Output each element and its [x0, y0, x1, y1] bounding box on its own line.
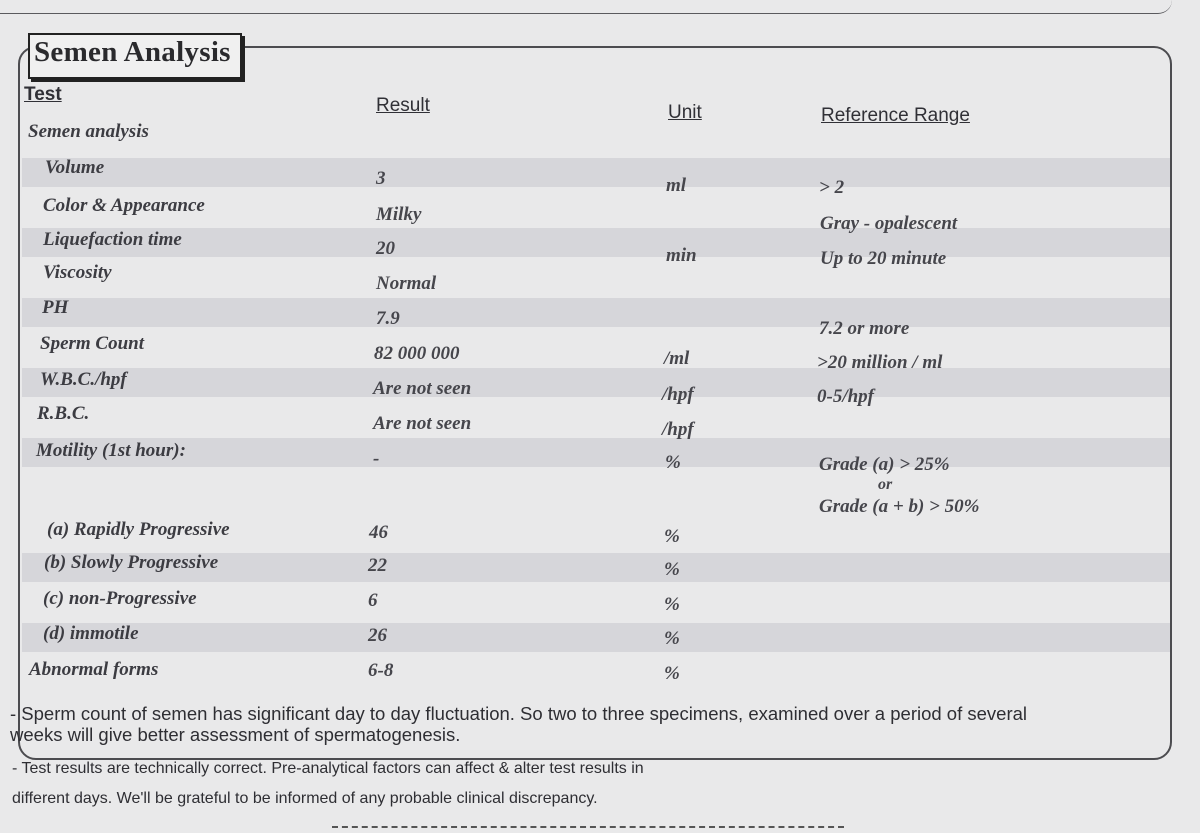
- reference-value: 0-5/hpf: [817, 386, 874, 407]
- unit-value: /hpf: [662, 419, 694, 440]
- result-value: 82 000 000: [374, 343, 460, 364]
- result-value: Are not seen: [373, 413, 472, 434]
- result-value: 46: [369, 522, 388, 543]
- note-fluctuation-line1: - Sperm count of semen has significant day to day fluctuation. So two to three specimens, examined over a period of several: [10, 703, 1028, 724]
- test-name: Volume: [45, 157, 105, 178]
- reference-value: Gray - opalescent: [820, 213, 958, 234]
- reference-value: Grade (a + b) > 50%: [819, 496, 980, 517]
- reference-value: Up to 20 minute: [820, 248, 947, 269]
- result-value: 22: [368, 555, 387, 576]
- unit-value: ml: [666, 175, 687, 196]
- result-value: 6: [368, 590, 378, 611]
- unit-value: min: [666, 245, 697, 266]
- result-value: 7.9: [376, 308, 400, 329]
- page-title: Semen Analysis: [34, 36, 231, 68]
- unit-value: /hpf: [662, 384, 694, 405]
- test-name: Motility (1st hour):: [36, 440, 186, 461]
- reference-value: 7.2 or more: [819, 318, 910, 339]
- unit-value: %: [665, 452, 681, 473]
- reference-value: Grade (a) > 25%: [819, 454, 950, 475]
- reference-value: > 2: [819, 177, 845, 198]
- result-value: -: [373, 448, 380, 469]
- note-disclaimer-line1: - Test results are technically correct. Pre-analytical factors can affect & alter test results in: [12, 760, 644, 777]
- test-name: R.B.C.: [37, 403, 90, 424]
- unit-value: /ml: [664, 348, 690, 369]
- note-disclaimer-line2: different days. We'll be grateful to be informed of any probable clinical discrepancy.: [12, 790, 598, 807]
- unit-value: %: [664, 594, 680, 615]
- result-value: Are not seen: [373, 378, 472, 399]
- result-value: 3: [376, 168, 386, 189]
- test-name: PH: [42, 297, 69, 318]
- reference-value: or: [878, 476, 893, 493]
- unit-value: %: [664, 526, 680, 547]
- previous-section-edge: [0, 0, 1172, 14]
- header-unit: Unit: [668, 102, 702, 123]
- test-name: Liquefaction time: [43, 229, 182, 250]
- test-name: Sperm Count: [40, 333, 145, 354]
- report-frame: [18, 46, 1172, 760]
- header-result: Result: [376, 95, 430, 116]
- unit-value: %: [664, 663, 680, 684]
- header-test: Test: [24, 84, 62, 105]
- unit-value: %: [664, 559, 680, 580]
- test-name: Color & Appearance: [43, 195, 205, 216]
- result-value: Milky: [376, 204, 422, 225]
- signature-dashed-line: [332, 826, 844, 828]
- test-name: Viscosity: [43, 262, 112, 283]
- header-reference: Reference Range: [821, 105, 970, 126]
- result-value: 20: [376, 238, 395, 259]
- result-value: 6-8: [368, 660, 394, 681]
- reference-value: >20 million / ml: [817, 352, 943, 373]
- result-value: Normal: [376, 273, 437, 294]
- test-name: Abnormal forms: [29, 659, 159, 680]
- test-name: (b) Slowly Progressive: [44, 552, 219, 573]
- test-name: (d) immotile: [43, 623, 139, 644]
- result-value: 26: [368, 625, 387, 646]
- test-name: (a) Rapidly Progressive: [47, 519, 230, 540]
- unit-value: %: [664, 628, 680, 649]
- section-label: Semen analysis: [28, 121, 149, 142]
- note-fluctuation-line2: weeks will give better assessment of spermatogenesis.: [10, 724, 461, 745]
- test-name: (c) non-Progressive: [43, 588, 197, 609]
- test-name: W.B.C./hpf: [40, 369, 127, 390]
